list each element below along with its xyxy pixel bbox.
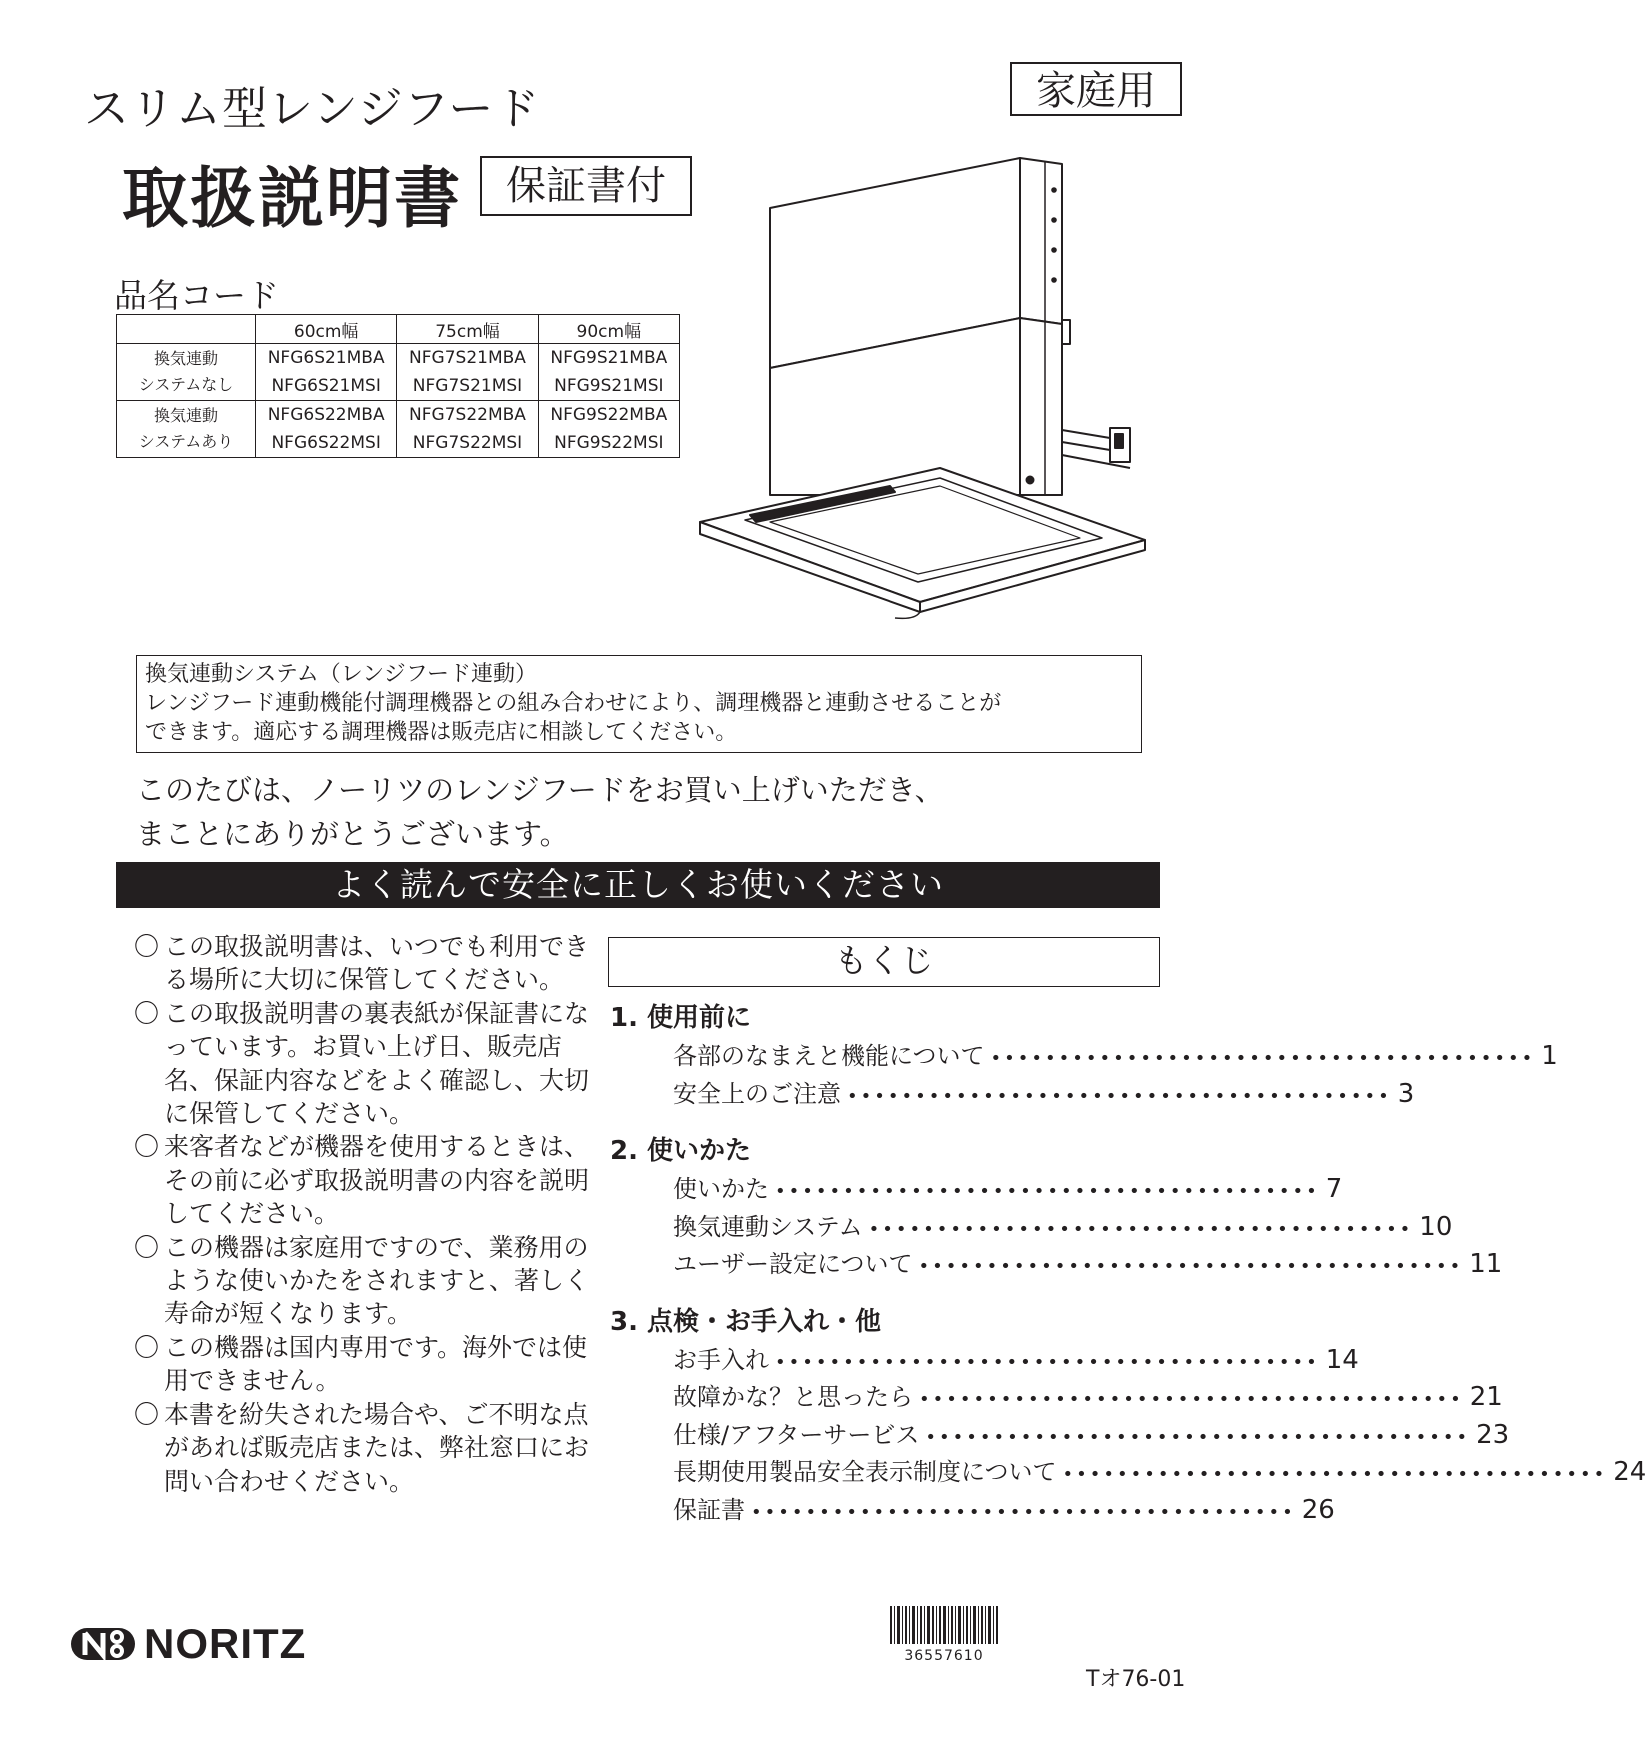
note-text: この取扱説明書の裏表紙が保証書になっています。お買い上げ日、販売店名、保証内容などをよく確認し、大切に保管してください。	[164, 998, 590, 1129]
toc-entry[interactable]	[610, 1246, 1503, 1284]
notice-line: できます。適応する調理機器は販売店に相談してください。	[145, 720, 738, 745]
table-cell	[256, 401, 397, 458]
toc-page-number: 21	[1469, 1382, 1503, 1412]
circle-bullet: 〇	[134, 998, 160, 1028]
model-code: NFG6S22MSI	[271, 433, 381, 453]
circle-bullet: 〇	[134, 1399, 160, 1429]
greeting	[136, 768, 944, 856]
toc-page-number: 3	[1397, 1078, 1415, 1109]
toc-entry-title: 安全上のご注意	[673, 1079, 841, 1108]
model-code: NFG9S22MBA	[550, 405, 668, 425]
model-code: NFG9S21MBA	[550, 348, 668, 368]
toc-entry-title: お手入れ	[673, 1345, 769, 1374]
note-text: 本書を紛失された場合や、ご不明な点があれば販売店または、弊社窓口にお問い合わせください。	[164, 1399, 590, 1496]
barcode-number: 36557610	[904, 1648, 984, 1664]
model-code: NFG7S22MSI	[412, 433, 523, 453]
toc-section-heading: 2. 使いかた	[610, 1136, 752, 1166]
list-item	[134, 1231, 606, 1331]
note-text: この機器は家庭用ですので、業務用のような使いかたをされますと、著しく寿命が短くなります。	[164, 1232, 590, 1329]
row-label: 換気連動	[153, 406, 218, 425]
row-label: 換気連動	[153, 349, 218, 368]
page-title: 取扱説明書	[122, 160, 462, 237]
list-item	[134, 1130, 606, 1230]
dot-leader: ••••••••••••••••••••••••••••••••••••••••	[751, 1501, 1296, 1523]
greeting-line: このたびは、ノーリツのレンジフードをお買い上げいただき、	[136, 773, 944, 807]
toc-entry[interactable]	[610, 1171, 1343, 1209]
toc-section-heading: 3. 点検・お手入れ・他	[610, 1306, 882, 1337]
model-code: NFG7S22MBA	[409, 405, 526, 425]
column-header: 90cm幅	[538, 315, 679, 344]
product-code-heading: 品名コード	[114, 276, 279, 315]
dot-leader: ••••••••••••••••••••••••••••••••••••••••	[925, 1426, 1471, 1448]
table-cell	[538, 344, 679, 401]
toc-page-number: 26	[1301, 1494, 1335, 1525]
table-of-contents	[610, 998, 1646, 1529]
toc-page-number: 23	[1476, 1419, 1510, 1450]
toc-page-number: 1	[1541, 1041, 1558, 1071]
table-row	[117, 401, 680, 458]
toc-title: もくじ	[608, 937, 1160, 987]
toc-entry-title: 長期使用製品安全表示制度について	[673, 1458, 1057, 1486]
column-header: 75cm幅	[397, 315, 538, 344]
toc-entry[interactable]	[610, 1076, 1415, 1114]
model-code: NFG6S22MBA	[267, 405, 385, 425]
toc-entry[interactable]	[610, 1209, 1453, 1247]
list-item	[134, 930, 606, 997]
toc-page-number: 11	[1469, 1249, 1503, 1279]
usage-badge: 家庭用	[1010, 62, 1182, 116]
model-code: NFG7S21MSI	[412, 376, 523, 396]
note-text: この取扱説明書は、いつでも利用できる場所に大切に保管してください。	[164, 932, 590, 995]
dot-leader: ••••••••••••••••••••••••••••••••••••••••	[1062, 1464, 1608, 1485]
notice-line: 換気連動システム（レンジフード連動）	[145, 662, 538, 687]
dot-leader: ••••••••••••••••••••••••••••••••••••••••	[919, 1389, 1464, 1410]
toc-page-number: 7	[1325, 1174, 1343, 1204]
toc-page-number: 24	[1613, 1457, 1646, 1487]
toc-entry[interactable]	[610, 1454, 1646, 1492]
noritz-logo	[70, 1620, 306, 1668]
toc-section-heading: 1. 使用前に	[610, 1003, 752, 1033]
warranty-badge: 保証書付	[480, 156, 692, 216]
note-text: 来客者などが機器を使用するときは、その前に必ず取扱説明書の内容を説明してください。	[164, 1132, 590, 1229]
toc-entry[interactable]	[610, 1417, 1510, 1455]
toc-entry-title: 換気連動システム	[673, 1212, 863, 1241]
toc-entry-title: 故障かな？と思ったら	[673, 1383, 913, 1411]
model-code: NFG6S21MBA	[267, 348, 385, 368]
toc-entry-title: 使いかた	[673, 1175, 769, 1203]
document-code: Tオ76-01	[1086, 1667, 1186, 1692]
toc-entry-title: 保証書	[673, 1495, 745, 1524]
toc-entry[interactable]	[610, 1492, 1335, 1530]
model-code: NFG9S21MSI	[554, 376, 664, 396]
toc-page-number: 14	[1325, 1344, 1359, 1375]
toc-entry[interactable]	[610, 1342, 1359, 1380]
toc-entry-title: ユーザー設定について	[673, 1250, 913, 1278]
usage-notes	[134, 930, 606, 1498]
toc-entry[interactable]	[610, 1379, 1503, 1417]
table-row	[117, 344, 680, 401]
circle-bullet: 〇	[134, 1332, 160, 1362]
row-label: システムなし	[138, 375, 234, 394]
row-label: システムあり	[138, 432, 234, 451]
table-cell	[397, 344, 538, 401]
circle-bullet: 〇	[134, 932, 160, 961]
toc-entry-title: 仕様/アフターサービス	[673, 1420, 920, 1449]
table-cell	[397, 401, 538, 458]
note-text: この機器は国内専用です。海外では使用できません。	[164, 1332, 588, 1396]
toc-page-number: 10	[1419, 1211, 1453, 1242]
dot-leader: ••••••••••••••••••••••••••••••••••••••••	[775, 1351, 1320, 1373]
range-hood-illustration	[690, 150, 1170, 620]
circle-bullet: 〇	[134, 1232, 160, 1262]
list-item	[134, 1331, 606, 1398]
dot-leader: ••••••••••••••••••••••••••••••••••••••••	[847, 1085, 1392, 1107]
column-header: 60cm幅	[256, 315, 397, 344]
table-cell	[538, 401, 679, 458]
list-item	[134, 997, 606, 1131]
notice-line: レンジフード連動機能付調理機器との組み合わせにより、調理機器と連動させることが	[145, 691, 1002, 716]
model-code: NFG9S22MSI	[554, 433, 664, 453]
row-header	[117, 401, 256, 458]
ventilation-notice	[136, 655, 1142, 753]
table-header-row	[117, 315, 680, 344]
dot-leader: ••••••••••••••••••••••••••••••••••••••••	[990, 1048, 1536, 1069]
barcode	[890, 1606, 998, 1664]
dot-leader: ••••••••••••••••••••••••••••••••••••••••	[775, 1181, 1320, 1202]
dot-leader: ••••••••••••••••••••••••••••••••••••••••	[868, 1218, 1414, 1240]
safety-banner: よく読んで安全に正しくお使いください	[116, 862, 1160, 908]
row-header	[117, 344, 256, 401]
barcode-bars	[890, 1606, 998, 1644]
circle-bullet: 〇	[134, 1132, 160, 1162]
noritz-mark-icon	[70, 1622, 136, 1666]
brand-name: NORITZ	[144, 1620, 307, 1667]
dot-leader: ••••••••••••••••••••••••••••••••••••••••	[918, 1256, 1464, 1277]
list-item	[134, 1398, 606, 1498]
model-code: NFG7S21MBA	[409, 348, 526, 368]
toc-entry-title: 各部のなまえと機能について	[673, 1042, 985, 1070]
product-code-table	[116, 314, 680, 458]
product-type: スリム型レンジフード	[84, 82, 541, 135]
column-header	[117, 315, 256, 344]
model-code: NFG6S21MSI	[271, 376, 381, 396]
greeting-line: まことにありがとうございます。	[136, 817, 569, 851]
table-cell	[256, 344, 397, 401]
toc-entry[interactable]	[610, 1038, 1558, 1076]
